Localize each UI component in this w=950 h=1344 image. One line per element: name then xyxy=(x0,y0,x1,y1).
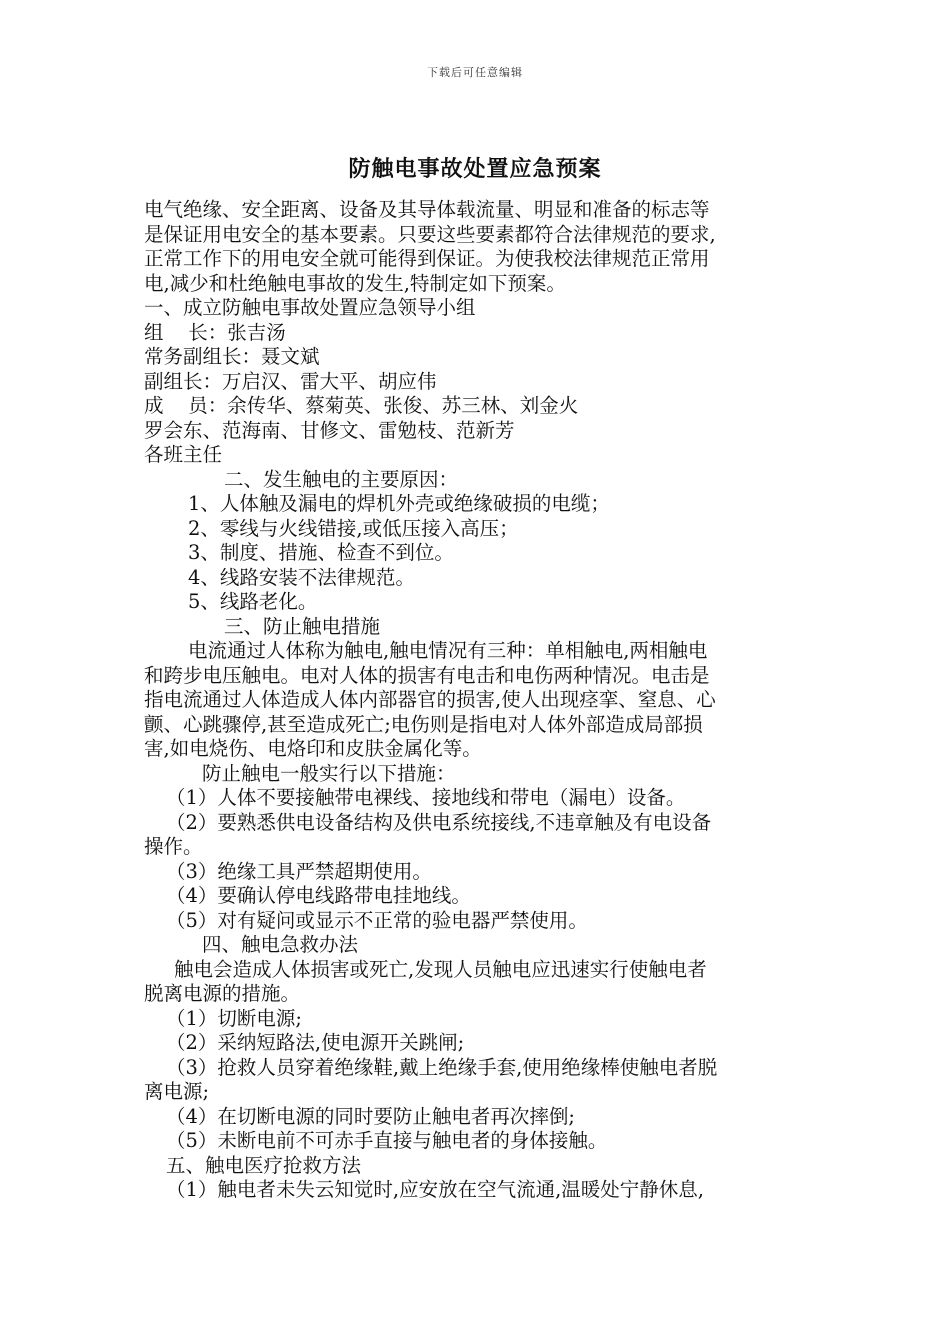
group-leader: 组 长：张吉汤 xyxy=(144,320,286,344)
intro-line: 电,减少和杜绝触电事故的发生,特制定如下预案。 xyxy=(144,271,566,295)
document-body xyxy=(144,198,808,1203)
section-5-heading: 五、触电医疗抢救方法 xyxy=(166,1153,362,1177)
members-line: 罗会东、范海南、甘修文、雷勉枝、范新芳 xyxy=(144,418,515,442)
measure-item: （3）绝缘工具严禁超期使用。 xyxy=(166,859,432,883)
section-4-heading: 四、触电急救办法 xyxy=(202,933,359,956)
deputy-leaders: 副组长：万启汉、雷大平、胡应伟 xyxy=(144,369,437,393)
section-3-paragraph-line: 颤、心跳骤停,甚至造成死亡;电伤则是指电对人体外部造成局部损 xyxy=(144,712,703,736)
section-1-heading: 一、成立防触电事故处置应急领导小组 xyxy=(144,296,476,319)
cause-item: 1、人体触及漏电的焊机外壳或绝缘破损的电缆； xyxy=(188,492,610,515)
rescue-item: （1）切断电源; xyxy=(166,1006,302,1030)
rescue-item: （3）抢救人员穿着绝缘鞋,戴上绝缘手套,使用绝缘棒使触电者脱 xyxy=(166,1055,718,1079)
section-2-heading: 二、发生触电的主要原因： xyxy=(224,467,459,491)
intro-line: 是保证用电安全的基本要素。只要这些要素都符合法律规范的要求, xyxy=(144,222,716,246)
rescue-item-continued: 离电源; xyxy=(144,1080,210,1103)
intro-line: 正常工作下的用电安全就可能得到保证。为使我校法律规范正常用 xyxy=(144,247,710,270)
rescue-item: （4）在切断电源的同时要防止触电者再次摔倒; xyxy=(166,1104,575,1128)
measure-item: （1）人体不要接触带电裸线、接地线和带电（漏电）设备。 xyxy=(166,786,686,809)
section-3-heading: 三、防止触电措施 xyxy=(224,614,381,638)
measures-intro: 防止触电一般实行以下措施： xyxy=(202,761,456,785)
intro-line: 电气绝缘、安全距离、设备及其导体载流量、明显和准备的标志等 xyxy=(144,198,710,221)
members-line: 成 员：余传华、蔡菊英、张俊、苏三林、刘金火 xyxy=(144,394,579,417)
measure-item: （5）对有疑问或显示不正常的验电器严禁使用。 xyxy=(166,908,588,932)
section-3-paragraph-line: 指电流通过人体造成人体内部器官的损害,使人出现痉挛、窒息、心 xyxy=(144,688,716,711)
header-note: 下载后可任意编辑 xyxy=(427,66,523,79)
rescue-item: （2）采纳短路法,使电源开关跳闸; xyxy=(166,1031,465,1054)
members-line: 各班主任 xyxy=(144,443,223,466)
cause-item: 5、线路老化。 xyxy=(188,590,318,613)
medical-item: （1）触电者未失云知觉时,应安放在空气流通,温暖处宁静休息, xyxy=(166,1178,705,1201)
measure-item-continued: 操作。 xyxy=(144,835,203,858)
section-3-paragraph-line: 电流通过人体称为触电,触电情况有三种：单相触电,两相触电 xyxy=(188,639,708,662)
cause-item: 2、零线与火线错接,或低压接入高压； xyxy=(188,516,519,540)
rescue-item: （5）未断电前不可赤手直接与触电者的身体接触。 xyxy=(166,1129,608,1152)
section-3-paragraph-line: 害,如电烧伤、电烙印和皮肤金属化等。 xyxy=(144,737,482,760)
section-4-paragraph-line: 脱离电源的措施。 xyxy=(144,982,301,1005)
executive-deputy-leader: 常务副组长：聂文斌 xyxy=(144,345,320,368)
measure-item: （2）要熟悉供电设备结构及供电系统接线,不违章触及有电设备 xyxy=(166,810,712,834)
section-4-paragraph-line: 触电会造成人体损害或死亡,发现人员触电应迅速实行使触电者 xyxy=(174,957,707,981)
section-3-paragraph-line: 和跨步电压触电。电对人体的损害有电击和电伤两种情况。电击是 xyxy=(144,663,710,687)
cause-item: 4、线路安装不法律规范。 xyxy=(188,565,415,589)
document-title: 防触电事故处置应急预案 xyxy=(348,157,602,182)
cause-item: 3、制度、措施、检查不到位。 xyxy=(188,541,454,564)
measure-item: （4）要确认停电线路带电挂地线。 xyxy=(166,884,471,907)
